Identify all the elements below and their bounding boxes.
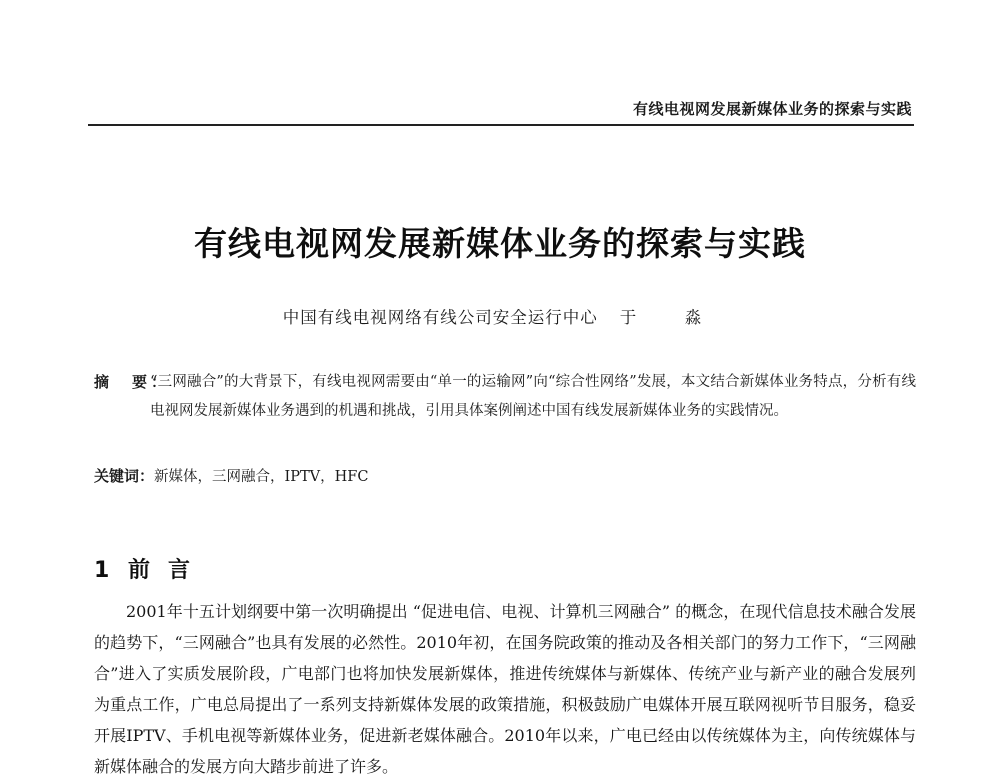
section-title: 前言 (128, 558, 209, 583)
header-rule (88, 124, 914, 126)
abstract-label: 摘 要： (94, 373, 171, 391)
section-heading (94, 553, 208, 584)
paper-title: 有线电视网发展新媒体业务的探索与实践 (194, 224, 806, 263)
keywords-text: 新媒体，三网融合，IPTV，HFC (154, 469, 369, 485)
author-line (0, 304, 1000, 328)
keywords-label: 关键词： (94, 467, 155, 485)
body-paragraph: 2001年十五计划纲要中第一次明确提出 “促进电信、电视、计算机三网融合” 的概念，在现代信息技术融合发展的趋势下，“三网融合”也具有发展的必然性。2010年初，在国务院政策的推动及各相关部门的努力工作下，“三网融合”进入了实质发展阶段，广电部门也将加快发展新媒体，推进传统媒体与新媒体、传统产业与新产业的融合发展列为重点工作，广电总局提出了一系列支持新媒体发展的政策措施，积极鼓励广电媒体开展互联网视听节目服务，稳妥开展IPTV、手机电视等新媒体业务，促进新老媒体融合。2010年以来，广电已经由以传统媒体为主，向传统媒体与新媒体融合的发展方向大踏步前进了许多。 (94, 602, 916, 776)
abstract (94, 368, 916, 426)
section-number: 1 (94, 558, 110, 583)
author-name: 于 淼 (619, 308, 718, 327)
abstract-text: “三网融合”的大背景下，有线电视网需要由“单一的运输网”向“综合性网络”发展，本文结合新媒体业务特点，分析有线电视网发展新媒体业务遇到的机遇和挑战，引用具体案例阐述中国有线发展新媒体业务的实践情况。 (150, 374, 916, 419)
author-affiliation: 中国有线电视网络有线公司安全运行中心 (282, 308, 598, 327)
running-header: 有线电视网发展新媒体业务的探索与实践 (632, 100, 912, 118)
keywords (94, 463, 368, 490)
